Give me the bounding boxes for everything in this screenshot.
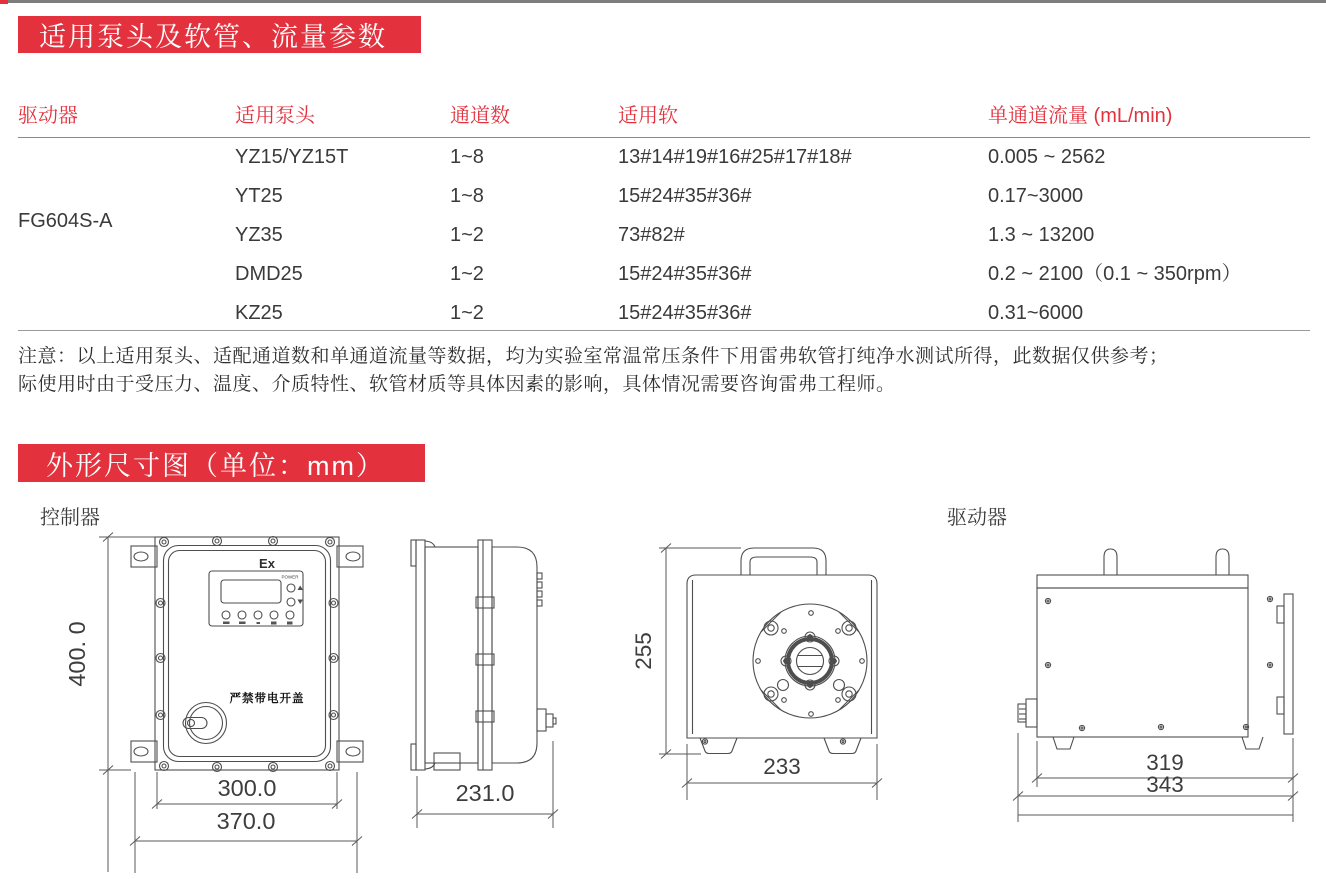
params-section-title: 适用泵头及软管、流量参数 <box>39 22 387 52</box>
tubing-value: 15#24#35#36# <box>618 263 752 285</box>
tubing-value: 13#14#19#16#25#17#18# <box>618 146 852 168</box>
table-row <box>0 294 1326 332</box>
driver-front-view <box>687 548 877 754</box>
dim-343-label: 343 <box>1146 772 1184 797</box>
channels-value: 1~8 <box>450 146 484 168</box>
channels-value: 1~2 <box>450 302 484 324</box>
dim-319-label: 319 <box>1146 750 1184 775</box>
flow-value: 0.005 ~ 2562 <box>988 146 1106 168</box>
pump-head-value: YZ15/YZ15T <box>235 146 349 168</box>
driver-side-view <box>1018 549 1293 749</box>
table-row <box>0 138 1326 176</box>
flow-value: 1.3 ~ 13200 <box>988 224 1095 246</box>
pump-head-value: KZ25 <box>235 302 283 324</box>
dim-370-label: 370.0 <box>216 808 276 834</box>
table-row <box>0 255 1326 293</box>
table-row <box>0 177 1326 215</box>
pump-head-value: YT25 <box>235 185 283 207</box>
controller-front-view <box>131 537 363 772</box>
dim-400-label: 400. 0 <box>64 621 90 687</box>
flow-value: 0.17~3000 <box>988 185 1084 207</box>
top-edge-red-fragment <box>0 0 8 4</box>
pump-head-value: YZ35 <box>235 224 283 246</box>
col-header-flow: 单通道流量 (mL/min) <box>988 105 1173 127</box>
flow-value: 0.2 ~ 2100（0.1 ~ 350rpm） <box>988 263 1242 285</box>
dim-231-label: 231.0 <box>455 780 515 806</box>
warning-label: 严禁带电开盖 <box>229 693 305 705</box>
dim-255-label: 255 <box>631 632 656 670</box>
tubing-value: 15#24#35#36# <box>618 302 752 324</box>
tubing-value: 15#24#35#36# <box>618 185 752 207</box>
tubing-value: 73#82# <box>618 224 685 246</box>
pump-head-value: DMD25 <box>235 263 303 285</box>
rotary-switch <box>183 703 227 744</box>
dimensions-section-title: 外形尺寸图（单位：mm） <box>46 450 385 481</box>
dimensions-section-banner <box>18 444 425 482</box>
dimension-drawings <box>0 495 1326 879</box>
power-label: POWER <box>281 574 299 580</box>
col-header-tubing: 适用软 <box>618 105 678 127</box>
channels-value: 1~2 <box>450 224 484 246</box>
dim-233-label: 233 <box>763 754 801 779</box>
ex-mark-label: Ex <box>259 556 275 571</box>
col-header-driver: 驱动器 <box>18 105 78 127</box>
table-bottom-divider <box>18 330 1310 331</box>
table-header-row <box>0 95 1326 137</box>
col-header-channels: 通道数 <box>450 105 510 127</box>
driver-view-label: 驱动器 <box>947 507 1007 529</box>
controller-view-label: 控制器 <box>40 507 100 529</box>
driver-model-value: FG604S-A <box>18 210 113 232</box>
note-line-2: 际使用时由于受压力、温度、介质特性、软管材质等具体因素的影响，具体情况需要咨询雷弗工程师。 <box>18 374 896 395</box>
driver-shaft-hub <box>781 632 839 690</box>
params-section-banner <box>18 16 421 53</box>
dim-300-label: 300.0 <box>217 775 277 801</box>
channels-value: 1~8 <box>450 185 484 207</box>
controller-side-view <box>411 540 556 770</box>
channels-value: 1~2 <box>450 263 484 285</box>
flow-value: 0.31~6000 <box>988 302 1084 324</box>
top-edge-strip <box>0 0 1326 3</box>
note-line-1: 注意：以上适用泵头、适配通道数和单通道流量等数据，均为实验室常温常压条件下用雷弗软管打纯净水测试所得，此数据仅供参考； <box>18 346 1169 367</box>
table-row <box>0 216 1326 254</box>
col-header-pump-head: 适用泵头 <box>235 105 315 127</box>
